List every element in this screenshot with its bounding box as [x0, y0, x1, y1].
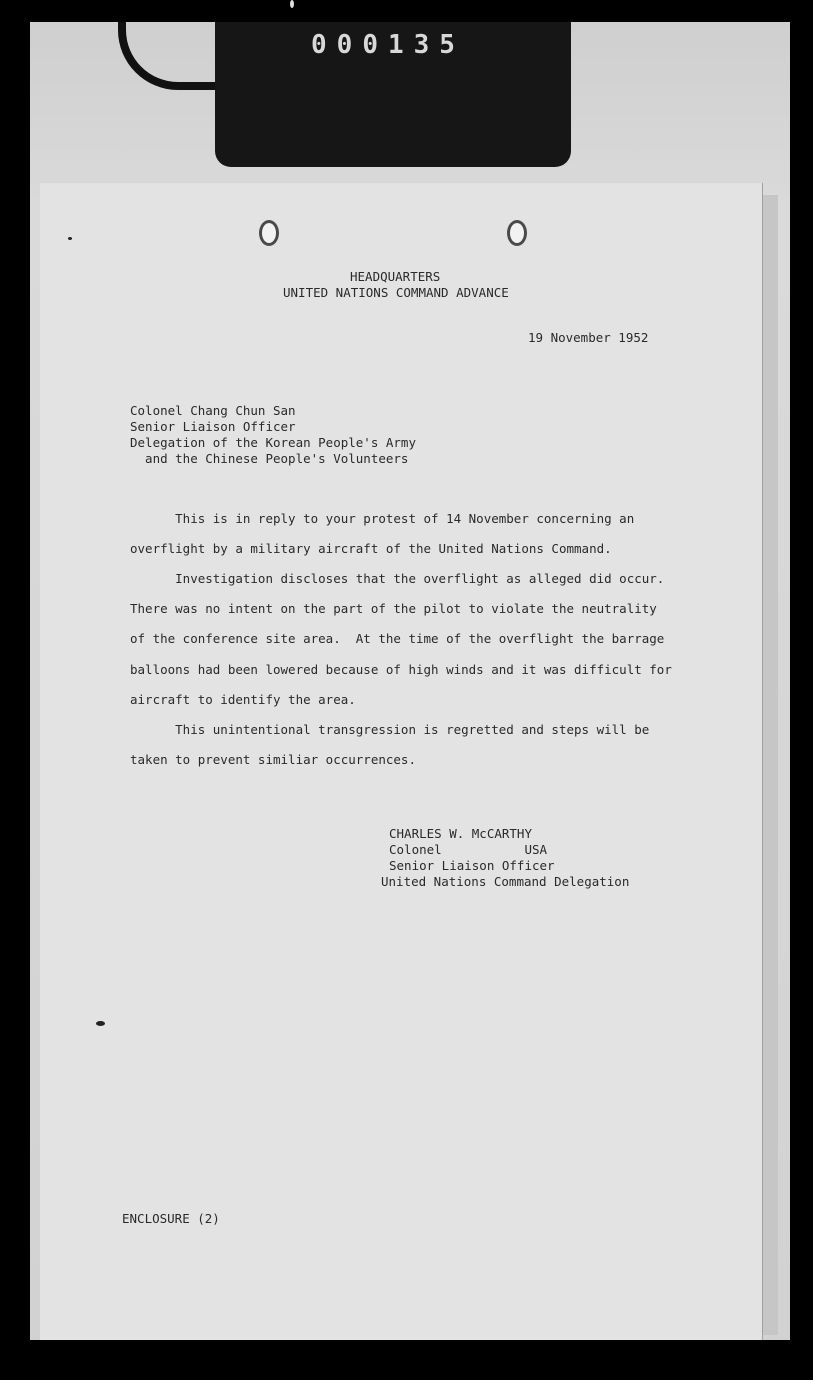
body-line: balloons had been lowered because of high winds and it was difficult for	[130, 662, 672, 677]
body-line: There was no intent on the part of the pilot to violate the neutrality	[130, 601, 657, 616]
letterhead-line1: HEADQUARTERS	[350, 269, 441, 284]
body-line: This unintentional transgression is regretted and steps will be	[130, 722, 650, 737]
punch-hole-right	[507, 220, 527, 246]
addressee-line: and the Chinese People's Volunteers	[130, 451, 409, 466]
letterhead-line2: UNITED NATIONS COMMAND ADVANCE	[283, 285, 509, 300]
film-speck	[96, 1021, 105, 1026]
signature-name: CHARLES W. McCARTHY	[389, 826, 532, 841]
body-line: This is in reply to your protest of 14 November concerning an	[130, 511, 635, 526]
addressee-line: Senior Liaison Officer	[130, 419, 296, 434]
signature-rank: Colonel USA	[389, 842, 548, 857]
addressee-line: Colonel Chang Chun San	[130, 403, 296, 418]
addressee-line: Delegation of the Korean People's Army	[130, 435, 416, 450]
signature-title: Senior Liaison Officer	[389, 858, 555, 873]
body-line: Investigation discloses that the overflight as alleged did occur.	[130, 571, 665, 586]
film-speck	[290, 0, 294, 8]
body-line: aircraft to identify the area.	[130, 692, 356, 707]
punch-hole-left	[259, 220, 279, 246]
enclosure-label: ENCLOSURE (2)	[122, 1211, 220, 1226]
body-line: taken to prevent similiar occurrences.	[130, 752, 416, 767]
body-line: of the conference site area. At the time of the overflight the barrage	[130, 631, 665, 646]
frame-number: 000135	[311, 30, 465, 60]
body-line: overflight by a military aircraft of the United Nations Command.	[130, 541, 612, 556]
letter-date: 19 November 1952	[528, 330, 649, 345]
signature-organization: United Nations Command Delegation	[381, 874, 630, 889]
film-speck	[68, 237, 72, 240]
